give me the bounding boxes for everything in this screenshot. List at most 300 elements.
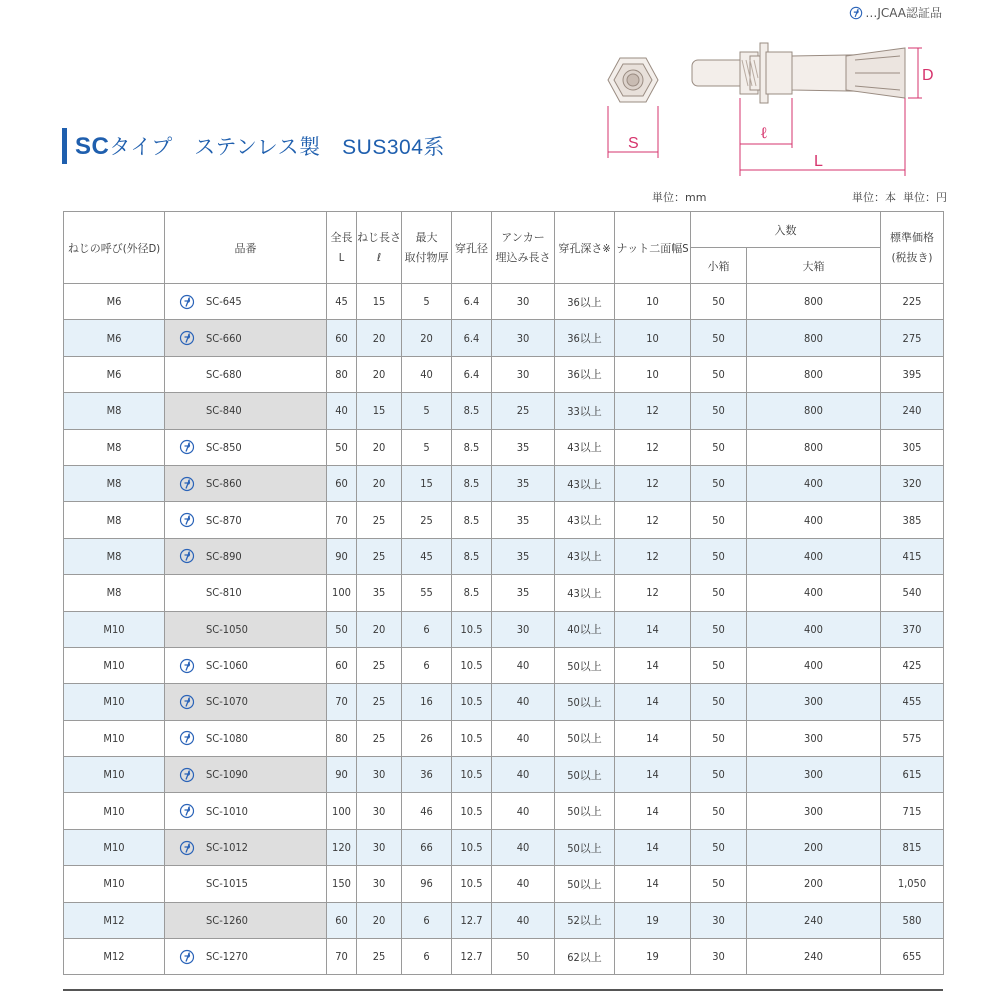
cell-l: 25 xyxy=(357,939,402,975)
cell-price: 655 xyxy=(881,939,944,975)
table-row xyxy=(64,647,944,683)
table-row xyxy=(64,684,944,720)
cell-depth: 62以上 xyxy=(555,939,615,975)
cell-price: 370 xyxy=(881,611,944,647)
cell-l: 20 xyxy=(357,611,402,647)
cell-L: 70 xyxy=(327,939,357,975)
part-number: SC-1060 xyxy=(206,659,248,673)
cell-price: 1,050 xyxy=(881,866,944,902)
cell-small: 50 xyxy=(691,538,747,574)
jcaa-mark-icon xyxy=(179,767,195,783)
cell-max: 6 xyxy=(402,647,452,683)
jcaa-mark-icon xyxy=(179,658,195,674)
cell-max: 25 xyxy=(402,502,452,538)
anchor-side-view xyxy=(692,43,905,103)
cell-L: 80 xyxy=(327,720,357,756)
table-row xyxy=(64,939,944,975)
table-row xyxy=(64,757,944,793)
cell-nut: 14 xyxy=(615,829,691,865)
cell-small: 50 xyxy=(691,611,747,647)
part-number: SC-860 xyxy=(206,477,242,491)
cell-depth: 50以上 xyxy=(555,684,615,720)
cell-price: 455 xyxy=(881,684,944,720)
cell-hole: 10.5 xyxy=(452,684,492,720)
cell-large: 240 xyxy=(747,902,881,938)
cell-l: 30 xyxy=(357,793,402,829)
cell-part xyxy=(165,902,327,938)
cell-large: 800 xyxy=(747,320,881,356)
part-number: SC-870 xyxy=(206,513,242,527)
spec-table xyxy=(63,211,944,975)
table-row xyxy=(64,465,944,501)
cell-embed: 35 xyxy=(492,575,555,611)
section-title xyxy=(62,126,445,166)
cell-depth: 50以上 xyxy=(555,829,615,865)
cell-embed: 25 xyxy=(492,393,555,429)
cell-part xyxy=(165,429,327,465)
cell-thread: M6 xyxy=(64,284,165,320)
cell-max: 5 xyxy=(402,393,452,429)
jcaa-mark-icon xyxy=(179,803,195,819)
anchor-diagram xyxy=(600,18,945,188)
jcaa-mark-icon xyxy=(179,949,195,965)
cell-thread: M6 xyxy=(64,320,165,356)
table-row xyxy=(64,866,944,902)
table-header xyxy=(64,212,944,284)
cell-price: 320 xyxy=(881,465,944,501)
cell-embed: 30 xyxy=(492,284,555,320)
part-number: SC-890 xyxy=(206,549,242,563)
jcaa-mark-icon xyxy=(179,840,195,856)
cell-max: 36 xyxy=(402,757,452,793)
cell-part xyxy=(165,502,327,538)
cell-thread: M10 xyxy=(64,829,165,865)
cell-large: 240 xyxy=(747,939,881,975)
cell-l: 20 xyxy=(357,356,402,392)
cell-max: 16 xyxy=(402,684,452,720)
cell-max: 26 xyxy=(402,720,452,756)
cell-max: 6 xyxy=(402,611,452,647)
cell-part xyxy=(165,684,327,720)
cell-hole: 8.5 xyxy=(452,465,492,501)
cell-max: 6 xyxy=(402,902,452,938)
cell-embed: 30 xyxy=(492,320,555,356)
cell-l: 20 xyxy=(357,429,402,465)
cell-part xyxy=(165,866,327,902)
cell-nut: 10 xyxy=(615,320,691,356)
cell-large: 800 xyxy=(747,356,881,392)
cell-small: 30 xyxy=(691,902,747,938)
cell-L: 40 xyxy=(327,393,357,429)
cell-large: 800 xyxy=(747,429,881,465)
cell-L: 70 xyxy=(327,684,357,720)
cell-price: 395 xyxy=(881,356,944,392)
table-row xyxy=(64,393,944,429)
cell-part xyxy=(165,465,327,501)
part-number: SC-810 xyxy=(206,586,242,600)
cell-price: 225 xyxy=(881,284,944,320)
cell-L: 80 xyxy=(327,356,357,392)
cell-nut: 12 xyxy=(615,465,691,501)
cell-embed: 40 xyxy=(492,720,555,756)
cell-hole: 10.5 xyxy=(452,793,492,829)
cell-nut: 12 xyxy=(615,538,691,574)
jcaa-mark-icon xyxy=(179,512,195,528)
part-number: SC-660 xyxy=(206,331,242,345)
cell-hole: 6.4 xyxy=(452,320,492,356)
jcaa-mark-icon xyxy=(179,439,195,455)
cell-L: 150 xyxy=(327,866,357,902)
cell-max: 15 xyxy=(402,465,452,501)
cell-max: 6 xyxy=(402,939,452,975)
cell-l: 20 xyxy=(357,320,402,356)
header-qty-small: 小箱 xyxy=(691,248,747,284)
cell-thread: M12 xyxy=(64,902,165,938)
part-number: SC-680 xyxy=(206,367,242,381)
cell-price: 415 xyxy=(881,538,944,574)
cell-thread: M10 xyxy=(64,611,165,647)
cell-embed: 50 xyxy=(492,939,555,975)
jcaa-mark-icon xyxy=(179,294,195,310)
header-qty: 入数 xyxy=(691,212,881,248)
table-row xyxy=(64,320,944,356)
cell-L: 60 xyxy=(327,320,357,356)
table-row xyxy=(64,538,944,574)
cell-hole: 10.5 xyxy=(452,720,492,756)
cell-nut: 14 xyxy=(615,647,691,683)
header-price: 標準価格 (税抜き) xyxy=(881,212,944,284)
part-number: SC-1010 xyxy=(206,804,248,818)
table-row xyxy=(64,284,944,320)
cell-L: 50 xyxy=(327,429,357,465)
cell-embed: 40 xyxy=(492,647,555,683)
cell-embed: 40 xyxy=(492,866,555,902)
cell-L: 90 xyxy=(327,538,357,574)
cell-hole: 10.5 xyxy=(452,757,492,793)
cell-embed: 40 xyxy=(492,793,555,829)
cell-hole: 8.5 xyxy=(452,393,492,429)
cell-large: 800 xyxy=(747,284,881,320)
cell-small: 30 xyxy=(691,939,747,975)
cell-l: 25 xyxy=(357,538,402,574)
cell-price: 580 xyxy=(881,902,944,938)
cell-nut: 14 xyxy=(615,866,691,902)
cell-max: 5 xyxy=(402,284,452,320)
cell-large: 400 xyxy=(747,647,881,683)
jcaa-mark-icon xyxy=(179,694,195,710)
title-prefix: SC xyxy=(75,133,110,160)
cell-hole: 6.4 xyxy=(452,284,492,320)
cell-depth: 33以上 xyxy=(555,393,615,429)
part-number: SC-840 xyxy=(206,404,242,418)
cell-part xyxy=(165,939,327,975)
cell-part xyxy=(165,575,327,611)
cell-nut: 19 xyxy=(615,939,691,975)
cell-L: 60 xyxy=(327,902,357,938)
cell-l: 25 xyxy=(357,720,402,756)
cell-depth: 50以上 xyxy=(555,793,615,829)
cell-thread: M6 xyxy=(64,356,165,392)
cell-large: 800 xyxy=(747,393,881,429)
cell-thread: M10 xyxy=(64,757,165,793)
cell-thread: M8 xyxy=(64,393,165,429)
cell-small: 50 xyxy=(691,720,747,756)
cell-small: 50 xyxy=(691,393,747,429)
cell-l: 25 xyxy=(357,647,402,683)
unit-yen: 単位：円 xyxy=(903,191,947,204)
cell-l: 35 xyxy=(357,575,402,611)
part-number: SC-1050 xyxy=(206,622,248,636)
cell-small: 50 xyxy=(691,757,747,793)
part-number: SC-1090 xyxy=(206,768,248,782)
cell-small: 50 xyxy=(691,575,747,611)
header-nut: ナット二面幅S xyxy=(615,212,691,284)
cell-large: 200 xyxy=(747,866,881,902)
cell-hole: 6.4 xyxy=(452,356,492,392)
cell-nut: 14 xyxy=(615,793,691,829)
cell-small: 50 xyxy=(691,429,747,465)
cell-l: 25 xyxy=(357,502,402,538)
header-length: 全長 L xyxy=(327,212,357,284)
cell-price: 575 xyxy=(881,720,944,756)
cell-L: 45 xyxy=(327,284,357,320)
cell-embed: 40 xyxy=(492,757,555,793)
cell-max: 55 xyxy=(402,575,452,611)
cell-large: 400 xyxy=(747,575,881,611)
cell-max: 20 xyxy=(402,320,452,356)
cell-L: 70 xyxy=(327,502,357,538)
cell-hole: 12.7 xyxy=(452,902,492,938)
cell-depth: 43以上 xyxy=(555,575,615,611)
cell-depth: 50以上 xyxy=(555,757,615,793)
cell-depth: 43以上 xyxy=(555,502,615,538)
cell-embed: 30 xyxy=(492,611,555,647)
cell-L: 120 xyxy=(327,829,357,865)
cell-hole: 10.5 xyxy=(452,866,492,902)
cell-nut: 14 xyxy=(615,720,691,756)
cell-depth: 36以上 xyxy=(555,320,615,356)
cell-L: 90 xyxy=(327,757,357,793)
table-row xyxy=(64,429,944,465)
cell-thread: M10 xyxy=(64,793,165,829)
cell-l: 30 xyxy=(357,757,402,793)
table-row xyxy=(64,611,944,647)
header-thread-length: ねじ長さ ℓ xyxy=(357,212,402,284)
cell-l: 30 xyxy=(357,829,402,865)
cell-hole: 10.5 xyxy=(452,647,492,683)
dim-label-l: L xyxy=(814,153,823,170)
cell-embed: 35 xyxy=(492,429,555,465)
part-number: SC-1015 xyxy=(206,877,248,891)
cell-l: 20 xyxy=(357,902,402,938)
cell-depth: 43以上 xyxy=(555,465,615,501)
cell-nut: 12 xyxy=(615,393,691,429)
table-body xyxy=(64,284,944,975)
part-number: SC-1080 xyxy=(206,731,248,745)
cell-l: 15 xyxy=(357,284,402,320)
cell-large: 400 xyxy=(747,502,881,538)
cell-price: 425 xyxy=(881,647,944,683)
jcaa-mark-icon xyxy=(179,730,195,746)
cell-nut: 12 xyxy=(615,502,691,538)
part-number: SC-1012 xyxy=(206,841,248,855)
cell-price: 275 xyxy=(881,320,944,356)
cell-nut: 10 xyxy=(615,356,691,392)
table-row xyxy=(64,502,944,538)
cell-embed: 35 xyxy=(492,502,555,538)
cell-nut: 12 xyxy=(615,575,691,611)
unit-pcs: 単位：本 xyxy=(852,191,896,204)
cell-small: 50 xyxy=(691,793,747,829)
cell-embed: 40 xyxy=(492,902,555,938)
cell-L: 100 xyxy=(327,575,357,611)
cell-small: 50 xyxy=(691,356,747,392)
cell-L: 60 xyxy=(327,465,357,501)
table-row xyxy=(64,720,944,756)
jcaa-legend-text: …JCAA認証品 xyxy=(865,6,942,20)
cell-nut: 12 xyxy=(615,429,691,465)
cell-price: 815 xyxy=(881,829,944,865)
cell-depth: 43以上 xyxy=(555,538,615,574)
title-text: タイプ ステンレス製 SUS304系 xyxy=(109,136,445,159)
cell-thread: M12 xyxy=(64,939,165,975)
cell-small: 50 xyxy=(691,284,747,320)
cell-price: 240 xyxy=(881,393,944,429)
jcaa-mark-icon xyxy=(179,548,195,564)
cell-depth: 52以上 xyxy=(555,902,615,938)
cell-depth: 36以上 xyxy=(555,356,615,392)
cell-part xyxy=(165,757,327,793)
cell-small: 50 xyxy=(691,866,747,902)
table-row xyxy=(64,829,944,865)
dim-label-s: S xyxy=(628,135,639,152)
cell-max: 40 xyxy=(402,356,452,392)
header-qty-large: 大箱 xyxy=(747,248,881,284)
header-depth: 穿孔深さ※ xyxy=(555,212,615,284)
cell-large: 300 xyxy=(747,684,881,720)
cell-depth: 36以上 xyxy=(555,284,615,320)
cell-L: 50 xyxy=(327,611,357,647)
cell-depth: 50以上 xyxy=(555,720,615,756)
part-number: SC-1270 xyxy=(206,950,248,964)
cell-max: 96 xyxy=(402,866,452,902)
header-embed: アンカー 埋込み長さ xyxy=(492,212,555,284)
cell-nut: 14 xyxy=(615,757,691,793)
cell-depth: 50以上 xyxy=(555,866,615,902)
cell-embed: 35 xyxy=(492,538,555,574)
cell-thread: M10 xyxy=(64,684,165,720)
cell-hole: 8.5 xyxy=(452,538,492,574)
cell-nut: 19 xyxy=(615,902,691,938)
part-number: SC-1260 xyxy=(206,913,248,927)
cell-L: 100 xyxy=(327,793,357,829)
cell-large: 400 xyxy=(747,465,881,501)
cell-embed: 40 xyxy=(492,829,555,865)
cell-part xyxy=(165,793,327,829)
cell-l: 30 xyxy=(357,866,402,902)
cell-large: 400 xyxy=(747,538,881,574)
unit-mm: 単位：mm xyxy=(652,191,707,204)
cell-depth: 50以上 xyxy=(555,647,615,683)
cell-large: 300 xyxy=(747,757,881,793)
dim-label-d: D xyxy=(922,67,934,84)
cell-price: 615 xyxy=(881,757,944,793)
cell-price: 715 xyxy=(881,793,944,829)
cell-part xyxy=(165,393,327,429)
cell-large: 200 xyxy=(747,829,881,865)
cell-hole: 8.5 xyxy=(452,502,492,538)
cell-thread: M8 xyxy=(64,502,165,538)
cell-price: 540 xyxy=(881,575,944,611)
cell-part xyxy=(165,320,327,356)
part-number: SC-850 xyxy=(206,440,242,454)
header-thread: ねじの呼び(外径D) xyxy=(64,212,165,284)
cell-small: 50 xyxy=(691,647,747,683)
part-number: SC-1070 xyxy=(206,695,248,709)
cell-small: 50 xyxy=(691,320,747,356)
cell-part xyxy=(165,356,327,392)
cell-thread: M10 xyxy=(64,866,165,902)
header-hole: 穿孔径 xyxy=(452,212,492,284)
part-number: SC-645 xyxy=(206,295,242,309)
cell-part xyxy=(165,611,327,647)
header-part: 品番 xyxy=(165,212,327,284)
header-max-thickness: 最大 取付物厚 xyxy=(402,212,452,284)
table-row xyxy=(64,902,944,938)
jcaa-mark-icon xyxy=(179,330,195,346)
cell-small: 50 xyxy=(691,684,747,720)
cell-thread: M8 xyxy=(64,538,165,574)
cell-part xyxy=(165,647,327,683)
cell-L: 60 xyxy=(327,647,357,683)
cell-depth: 43以上 xyxy=(555,429,615,465)
cell-max: 5 xyxy=(402,429,452,465)
page-title xyxy=(75,131,445,161)
table-row xyxy=(64,575,944,611)
cell-hole: 10.5 xyxy=(452,829,492,865)
bottom-rule xyxy=(63,989,943,991)
cell-max: 66 xyxy=(402,829,452,865)
cell-small: 50 xyxy=(691,502,747,538)
cell-hole: 12.7 xyxy=(452,939,492,975)
cell-thread: M8 xyxy=(64,429,165,465)
cell-thread: M10 xyxy=(64,720,165,756)
dim-label-l-small: ℓ xyxy=(760,125,768,142)
table-row xyxy=(64,356,944,392)
cell-part xyxy=(165,829,327,865)
cell-embed: 35 xyxy=(492,465,555,501)
cell-part xyxy=(165,284,327,320)
nut-front-view xyxy=(608,58,658,102)
cell-nut: 14 xyxy=(615,684,691,720)
cell-part xyxy=(165,720,327,756)
cell-price: 385 xyxy=(881,502,944,538)
cell-nut: 10 xyxy=(615,284,691,320)
cell-max: 45 xyxy=(402,538,452,574)
cell-large: 300 xyxy=(747,793,881,829)
cell-embed: 30 xyxy=(492,356,555,392)
cell-l: 25 xyxy=(357,684,402,720)
jcaa-mark-icon xyxy=(179,476,195,492)
cell-thread: M8 xyxy=(64,575,165,611)
cell-nut: 14 xyxy=(615,611,691,647)
cell-hole: 10.5 xyxy=(452,611,492,647)
cell-embed: 40 xyxy=(492,684,555,720)
cell-large: 400 xyxy=(747,611,881,647)
title-accent-bar xyxy=(62,128,67,164)
cell-l: 20 xyxy=(357,465,402,501)
cell-thread: M8 xyxy=(64,465,165,501)
